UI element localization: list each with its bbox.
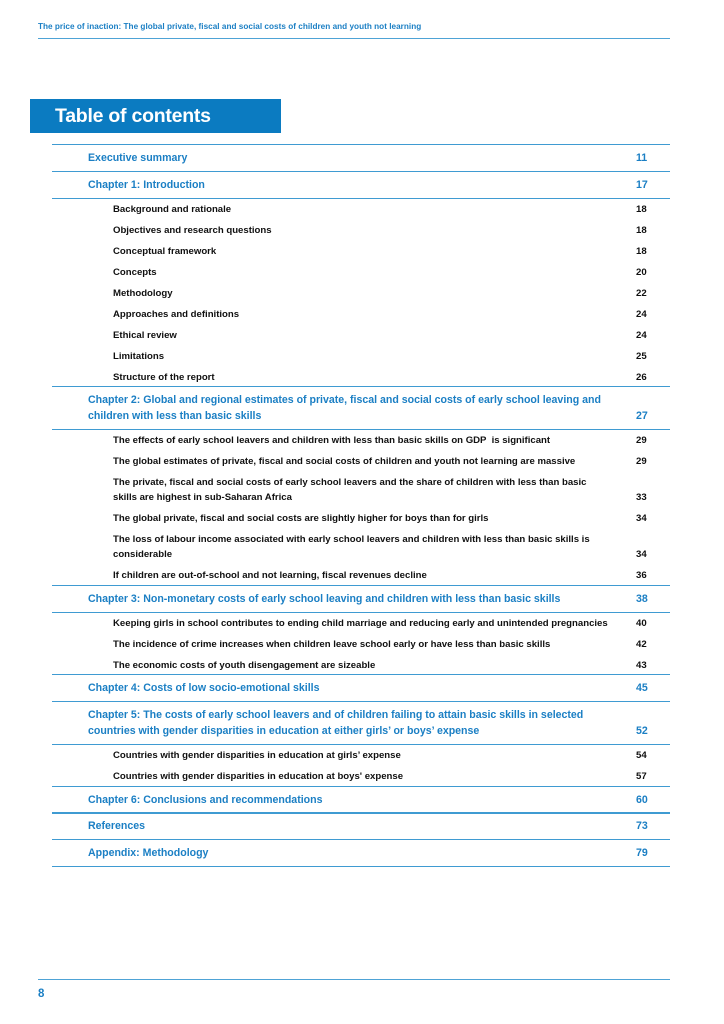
- toc-entry-row: [113, 511, 670, 526]
- toc-section-entry[interactable]: [52, 304, 670, 325]
- running-head-title: The price of inaction: The global private, fiscal and social costs of children and youth not learning: [38, 22, 422, 31]
- toc-chapter-entry[interactable]: [52, 839, 670, 867]
- toc-entry-row: [88, 845, 670, 861]
- toc-entry-label: Countries with gender disparities in education at girls’ expense: [113, 750, 401, 762]
- toc-entry-label: Chapter 3: Non-monetary costs of early school leaving and children with less than basic skills: [88, 592, 561, 605]
- footer-page-number: 8: [38, 988, 45, 1001]
- toc-entry-row: [113, 370, 670, 385]
- toc-entry-label: Chapter 5: The costs of early school leavers and of children failing to attain basic skills in selected countries with gender disparities in education at either girls’ or boys’ expense: [88, 709, 587, 738]
- toc-section-entry[interactable]: [52, 199, 670, 220]
- toc-entry-row: [88, 591, 670, 607]
- footer-rule: [38, 979, 670, 980]
- toc-entry-page-number: 18: [636, 224, 647, 236]
- toc-entry-label: Chapter 6: Conclusions and recommendations: [88, 793, 323, 806]
- toc-entry-row: [88, 818, 670, 834]
- toc-entry-page-number: 38: [636, 592, 648, 605]
- toc-entry-label: The global private, fiscal and social costs are slightly higher for boys than for girls: [113, 513, 489, 525]
- toc-entry-label: Limitations: [113, 350, 165, 362]
- page-footer: [38, 979, 670, 1001]
- toc-entry-row: [113, 568, 670, 583]
- toc-entry-page-number: 22: [636, 287, 647, 299]
- toc-entry-row: [113, 454, 670, 469]
- toc-entry-page-number: 24: [636, 329, 647, 341]
- toc-chapter-entry[interactable]: [52, 786, 670, 814]
- toc-entry-label: References: [88, 820, 146, 833]
- toc-entry-page-number: 18: [636, 245, 647, 257]
- toc-entry-page-number: 42: [636, 638, 647, 650]
- toc-entry-row: [113, 475, 670, 505]
- toc-entry-label: Chapter 2: Global and regional estimates of private, fiscal and social costs of early school leaving and children with less than basic skills: [88, 394, 604, 423]
- toc-entry-row: [113, 349, 670, 364]
- toc-section-entry[interactable]: [52, 262, 670, 283]
- toc-entry-page-number: 18: [636, 203, 647, 215]
- toc-entry-page-number: 43: [636, 659, 647, 671]
- toc-section-entry[interactable]: [52, 430, 670, 451]
- toc-entry-row: [113, 223, 670, 238]
- toc-entry-label: If children are out-of-school and not learning, fiscal revenues decline: [113, 570, 427, 582]
- toc-entry-label: Chapter 4: Costs of low socio-emotional skills: [88, 682, 320, 695]
- toc-entry-page-number: 25: [636, 350, 647, 362]
- toc-entry-label: The global estimates of private, fiscal and social costs of children and youth not learning are massive: [113, 456, 576, 468]
- toc-entry-label: Ethical review: [113, 329, 177, 341]
- toc-section-entry[interactable]: [52, 508, 670, 529]
- toc-section-entry[interactable]: [52, 634, 670, 655]
- toc-section-entry[interactable]: [52, 325, 670, 346]
- toc-entry-page-number: 60: [636, 793, 648, 806]
- toc-entry-row: [113, 202, 670, 217]
- toc-entry-label: The loss of labour income associated with early school leavers and children with less than basic skills is considerable: [113, 534, 593, 561]
- toc-entry-row: [113, 616, 670, 631]
- toc-entry-label: Chapter 1: Introduction: [88, 178, 205, 191]
- toc-section-entry[interactable]: [52, 220, 670, 241]
- toc-entry-row: [113, 637, 670, 652]
- toc-entry-label: Appendix: Methodology: [88, 846, 209, 859]
- toc-entry-page-number: 24: [636, 308, 647, 320]
- toc-entry-page-number: 26: [636, 371, 647, 383]
- toc-entry-label: The incidence of crime increases when children leave school early or have less than basic skills: [113, 638, 551, 650]
- toc-entry-label: The effects of early school leavers and children with less than basic skills on GDP is significant: [113, 435, 551, 447]
- toc-entry-label: Approaches and definitions: [113, 308, 240, 320]
- toc-entry-label: The private, fiscal and social costs of early school leavers and the share of children with less than basic skills are highest in sub-Saharan Africa: [113, 477, 590, 504]
- toc-entry-page-number: 17: [636, 178, 648, 191]
- toc-entry-label: Objectives and research questions: [113, 224, 272, 236]
- toc-entry-row: [88, 707, 670, 739]
- toc-entry-page-number: 79: [636, 846, 648, 859]
- toc-entry-page-number: 27: [636, 410, 648, 423]
- toc-entry-label: Structure of the report: [113, 371, 215, 383]
- toc-entry-page-number: 29: [636, 456, 647, 468]
- toc-entry-page-number: 36: [636, 570, 647, 582]
- toc-entry-page-number: 45: [636, 682, 648, 695]
- toc-entry-row: [88, 150, 670, 166]
- toc-entry-label: Keeping girls in school contributes to ending child marriage and reducing early and unintended pregnancies: [113, 617, 608, 629]
- toc-section-entry[interactable]: [52, 655, 670, 676]
- toc-section-entry[interactable]: [52, 346, 670, 367]
- toc-entry-row: [113, 769, 670, 784]
- toc-entry-row: [113, 748, 670, 763]
- toc-entry-page-number: 57: [636, 771, 647, 783]
- toc-chapter-entry[interactable]: [52, 812, 670, 840]
- toc-entry-label: Concepts: [113, 266, 157, 278]
- toc-entry-label: Executive summary: [88, 152, 188, 164]
- toc-entry-row: [88, 392, 670, 424]
- toc-section-entry[interactable]: [52, 367, 670, 388]
- toc-chapter-entry[interactable]: [52, 585, 670, 613]
- toc-chapter-entry[interactable]: [52, 171, 670, 199]
- toc-entry-label: Background and rationale: [113, 203, 232, 215]
- toc-section-entry[interactable]: [52, 472, 670, 508]
- toc-entry-row: [113, 532, 670, 562]
- toc-section-entry[interactable]: [52, 613, 670, 634]
- toc-entry-row: [113, 244, 670, 259]
- toc-entry-page-number: 33: [636, 492, 647, 504]
- toc-entry-page-number: 11: [636, 152, 648, 164]
- toc-entry-page-number: 34: [636, 549, 647, 561]
- toc-entry-page-number: 40: [636, 617, 647, 629]
- running-head-rule: [38, 38, 670, 39]
- toc-entry-page-number: 20: [636, 266, 647, 278]
- toc-entry-page-number: 29: [636, 435, 647, 447]
- page-title: Table of contents: [55, 105, 211, 127]
- toc-entry-row: [88, 680, 670, 696]
- toc-entry-label: Conceptual framework: [113, 245, 217, 257]
- toc-section-entry[interactable]: [52, 283, 670, 304]
- toc-entry-row: [113, 265, 670, 280]
- toc-section-entry[interactable]: [52, 745, 670, 766]
- toc-section-entry[interactable]: [52, 451, 670, 472]
- toc-section-entry[interactable]: [52, 565, 670, 586]
- toc-section-entry[interactable]: [52, 766, 670, 787]
- toc-chapter-entry[interactable]: [52, 144, 670, 172]
- toc-entry-row: [113, 286, 670, 301]
- toc-section-entry[interactable]: [52, 241, 670, 262]
- toc-entry-label: The economic costs of youth disengagement are sizeable: [113, 659, 376, 671]
- toc-entry-row: [88, 177, 670, 193]
- toc-entry-row: [113, 433, 670, 448]
- toc-entry-row: [88, 792, 670, 808]
- toc-entry-row: [113, 307, 670, 322]
- running-head: [38, 21, 670, 39]
- toc-entry-page-number: 34: [636, 513, 647, 525]
- toc-chapter-entry[interactable]: [52, 386, 670, 430]
- toc-entry-page-number: 52: [636, 725, 648, 738]
- toc-entry-label: Countries with gender disparities in education at boys' expense: [113, 771, 404, 783]
- toc-chapter-entry[interactable]: [52, 674, 670, 702]
- toc-section-entry[interactable]: [52, 529, 670, 565]
- toc-entry-row: [113, 658, 670, 673]
- toc-entry-label: Methodology: [113, 287, 173, 299]
- page-title-banner: [30, 99, 281, 133]
- toc-entry-row: [113, 328, 670, 343]
- toc-chapter-entry[interactable]: [52, 701, 670, 745]
- toc-entry-page-number: 73: [636, 820, 648, 833]
- table-of-contents: [52, 144, 670, 867]
- toc-entry-page-number: 54: [636, 750, 647, 762]
